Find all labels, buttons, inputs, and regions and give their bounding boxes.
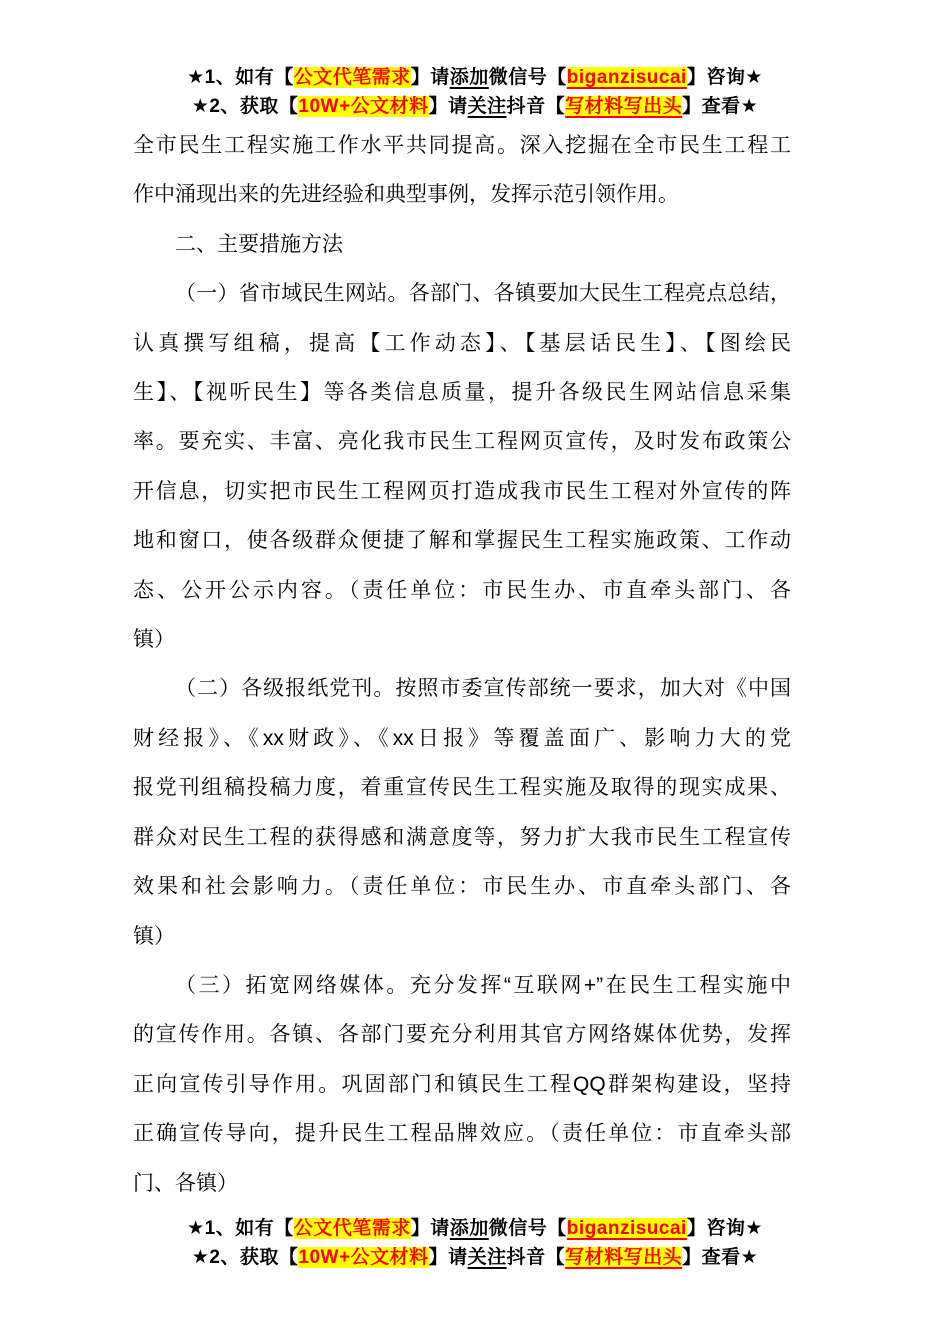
text-line: 生】、【视听民生】等各类信息质量，提升各级民生网站信息采集 (133, 381, 791, 405)
service-need-highlight: 公文代笔需求 (293, 67, 411, 88)
promo-banner-top (0, 0, 950, 121)
follow-action-underlined: 关注 (467, 96, 507, 117)
view-suffix-text: 】查看★ (682, 96, 759, 117)
continuation-paragraph (133, 121, 791, 220)
text-line: （一）省市域民生网站。各部门、各镇要加大民生工程亮点总结， (175, 282, 791, 306)
text-line: 正向宣传引导作用。巩固部门和镇民生工程QQ群架构建设，坚持 (133, 1072, 791, 1096)
text-line: 财经报》、《xx财政》、《xx日报》等覆盖面广、影响力大的党 (133, 726, 791, 750)
text-line: 认真撰写组稿，提高【工作动态】、【基层话民生】、【图绘民 (133, 331, 791, 355)
douyin-id-highlight: 写材料写出头 (565, 1246, 683, 1268)
text-line: 镇） (133, 924, 175, 948)
add-action-underlined: 添加 (449, 1217, 489, 1239)
promo-line-1 (0, 1214, 950, 1243)
wechat-label-text: 微信号【 (488, 1217, 567, 1239)
star-prefix-text: ★2、获取【 (191, 1246, 299, 1268)
star-prefix-text: ★1、如有【 (187, 1217, 294, 1239)
text-line: （二）各级报纸党刊。按照市委宣传部统一要求，加大对《中国 (175, 677, 791, 701)
wechat-id-highlight: biganzisucai (566, 67, 687, 88)
view-suffix-text: 】查看★ (682, 1246, 759, 1268)
text-line: 地和窗口，使各级群众便捷了解和掌握民生工程实施政策、工作动 (133, 529, 791, 553)
measure-3-paragraph (133, 961, 791, 1208)
bracket-text: 】请 (428, 96, 468, 117)
star-prefix-text: ★1、如有【 (187, 67, 294, 88)
text-line: 开信息，切实把市民生工程网页打造成我市民生工程对外宣传的阵 (133, 479, 791, 503)
text-line: 二、主要措施方法 (175, 232, 343, 256)
text-line: 门、各镇） (133, 1171, 238, 1195)
text-line: 效果和社会影响力。（责任单位：市民生办、市直牵头部门、各 (133, 875, 791, 899)
promo-banner-bottom (0, 1214, 950, 1272)
measure-1-paragraph (133, 269, 791, 664)
star-prefix-text: ★2、获取【 (191, 96, 299, 117)
add-action-underlined: 添加 (449, 67, 489, 88)
material-offer-highlight: 10W+公文材料 (298, 96, 429, 117)
douyin-id-highlight: 写材料写出头 (565, 96, 683, 117)
wechat-label-text: 微信号【 (488, 67, 567, 88)
text-line: 态、公开公示内容。（责任单位：市民生办、市直牵头部门、各 (133, 578, 791, 602)
text-line: 率。要充实、丰富、亮化我市民生工程网页宣传，及时发布政策公 (133, 430, 791, 454)
follow-action-underlined: 关注 (467, 1246, 507, 1268)
text-line: 的宣传作用。各镇、各部门要充分利用其官方网络媒体优势，发挥 (133, 1023, 791, 1047)
service-need-highlight: 公文代笔需求 (293, 1217, 411, 1239)
consult-suffix-text: 】咨询★ (686, 1217, 763, 1239)
promo-line-2 (0, 1243, 950, 1272)
text-line: 群众对民生工程的获得感和满意度等，努力扩大我市民生工程宣传 (133, 825, 791, 849)
bracket-text: 】请 (410, 1217, 450, 1239)
promo-line-2 (0, 92, 950, 121)
measure-2-paragraph (133, 664, 791, 960)
douyin-label-text: 抖音【 (506, 96, 566, 117)
text-line: 作中涌现出来的先进经验和典型事例，发挥示范引领作用。 (133, 183, 679, 207)
document-body (133, 121, 791, 1208)
bracket-text: 】请 (410, 67, 450, 88)
text-line: 镇） (133, 628, 175, 652)
consult-suffix-text: 】咨询★ (686, 67, 763, 88)
material-offer-highlight: 10W+公文材料 (298, 1246, 429, 1268)
text-line: 全市民生工程实施工作水平共同提高。深入挖掘在全市民生工程工 (133, 134, 791, 157)
promo-line-1 (0, 63, 950, 92)
bracket-text: 】请 (428, 1246, 468, 1268)
text-line: 报党刊组稿投稿力度，着重宣传民生工程实施及取得的现实成果、 (133, 776, 791, 800)
text-line: （三）拓宽网络媒体。充分发挥“互联网+”在民生工程实施中 (175, 973, 791, 997)
wechat-id-highlight: biganzisucai (566, 1217, 687, 1239)
section-heading (133, 220, 791, 269)
douyin-label-text: 抖音【 (506, 1246, 566, 1268)
text-line: 正确宣传导向，提升民生工程品牌效应。（责任单位：市直牵头部 (133, 1122, 791, 1146)
